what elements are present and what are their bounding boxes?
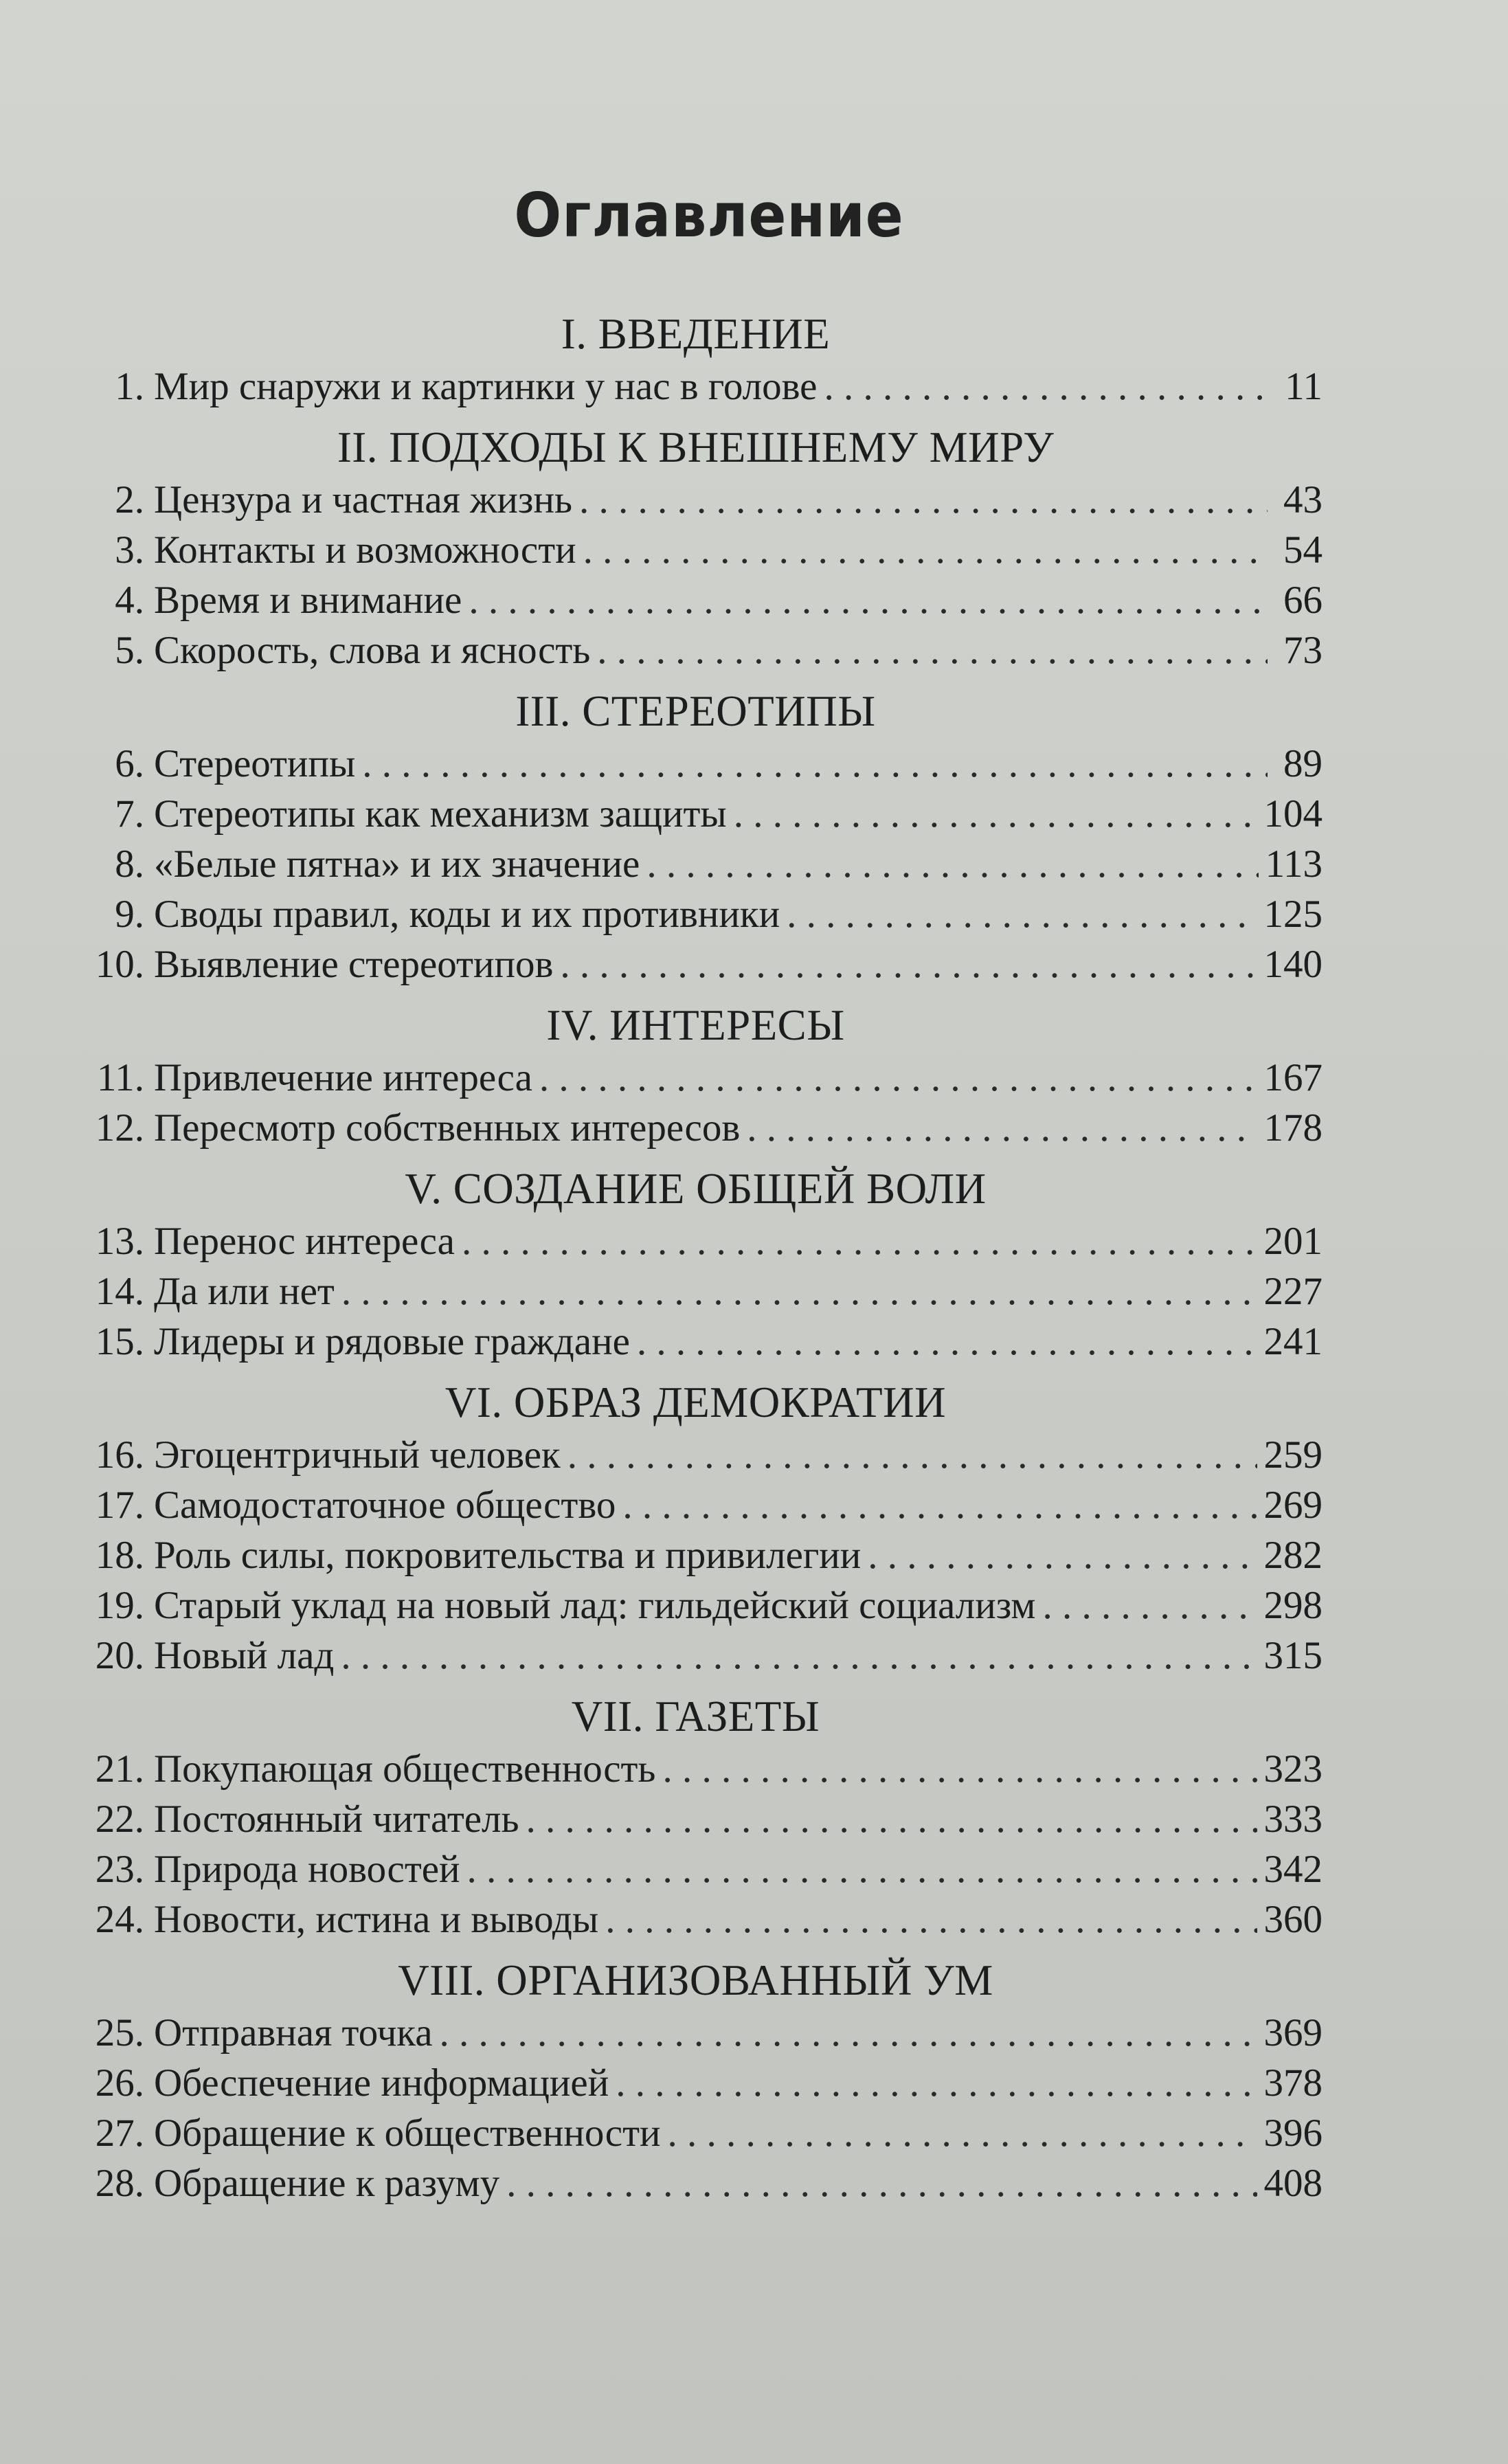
entry-page-number: 241 [1263,1320,1323,1363]
toc-entry [69,939,1323,989]
entry-number: 1. [115,365,144,408]
toc-entry [69,2008,1323,2058]
entry-number: 15. [95,1320,144,1363]
entry-number: 20. [95,1634,144,1677]
dot-leader [787,889,1257,939]
entry-page-number: 201 [1263,1220,1323,1263]
dot-leader [560,939,1257,989]
page-title: Оглавление [514,180,904,251]
toc-entry [69,1430,1323,1480]
toc-entry [69,1317,1323,1367]
dot-leader [747,1103,1257,1153]
entry-number: 25. [95,2011,144,2054]
entry-title: Скорость, слова и ясность [154,629,591,672]
toc-entry [69,575,1323,625]
entry-title: Лидеры и рядовые граждане [154,1320,630,1363]
entry-page-number: 323 [1263,1747,1323,1791]
toc-section [69,1164,1323,1367]
entry-page-number: 369 [1263,2011,1323,2054]
dot-leader [362,739,1268,789]
entry-title: Покупающая общественность [154,1747,656,1791]
dot-leader [605,1894,1257,1945]
entry-page-number: 282 [1263,1534,1323,1577]
toc-entry [69,2108,1323,2158]
entry-number: 26. [95,2061,144,2105]
toc-entry [69,1744,1323,1794]
entry-title: Обращение к общественности [154,2112,661,2155]
entry-title: «Белые пятна» и их значение [154,842,640,886]
entry-title: Перенос интереса [154,1220,455,1263]
entry-title: Эгоцентричный человек [154,1433,561,1477]
dot-leader [579,475,1268,525]
entry-title: Мир снаружи и картинки у нас в голове [154,365,818,408]
entry-number: 24. [95,1898,144,1941]
entry-title: Постоянный читатель [154,1797,519,1841]
entry-title: Обеспечение информацией [154,2061,609,2105]
toc-entry [69,1530,1323,1580]
entry-number: 14. [95,1270,144,1313]
dot-leader [467,1844,1257,1894]
entry-title: Отправная точка [154,2011,433,2054]
entry-number: 22. [95,1797,144,1841]
toc-entry [69,1631,1323,1681]
section-title: II. ПОДХОДЫ К ВНЕШНЕМУ МИРУ [337,423,1055,471]
entry-page-number: 89 [1283,742,1323,785]
dot-leader [506,2158,1257,2208]
entry-page-number: 378 [1263,2061,1323,2105]
toc-entry [69,889,1323,939]
entry-page-number: 342 [1263,1848,1323,1891]
entry-number: 9. [115,893,144,936]
entry-title: Новости, истина и выводы [154,1898,599,1941]
entry-number: 4. [115,579,144,622]
toc-entry [69,1216,1323,1266]
entry-page-number: 360 [1263,1898,1323,1941]
toc-section [69,423,1323,675]
entry-page-number: 178 [1263,1106,1323,1150]
dot-leader [622,1480,1257,1530]
entry-page-number: 315 [1263,1634,1323,1677]
dot-leader [583,525,1268,575]
entry-page-number: 259 [1263,1433,1323,1477]
dot-leader [567,1430,1257,1480]
entry-title: Обращение к разуму [154,2162,500,2205]
table-of-contents [69,309,1323,2208]
toc-entry [69,1053,1323,1103]
entry-number: 27. [95,2112,144,2155]
toc-entry [69,1266,1323,1317]
dot-leader [646,839,1258,889]
entry-number: 10. [95,943,144,986]
entry-page-number: 54 [1283,528,1323,572]
toc-entry [69,1580,1323,1631]
entry-page-number: 298 [1263,1584,1323,1627]
dot-leader [469,575,1268,625]
entry-page-number: 333 [1263,1797,1323,1841]
entry-title: Стереотипы [154,742,356,785]
section-title: III. СТЕРЕОТИПЫ [515,687,876,735]
entry-page-number: 269 [1263,1483,1323,1527]
entry-page-number: 140 [1263,943,1323,986]
entry-number: 3. [115,528,144,572]
dot-leader [526,1794,1257,1844]
section-title: VII. ГАЗЕТЫ [571,1692,820,1740]
entry-number: 13. [95,1220,144,1263]
toc-section [69,1378,1323,1681]
dot-leader [868,1530,1257,1580]
dot-leader [539,1053,1257,1103]
entry-page-number: 167 [1263,1056,1323,1099]
entry-page-number: 113 [1265,842,1323,886]
toc-entry [69,475,1323,525]
toc-entry [69,1844,1323,1894]
section-title: V. СОЗДАНИЕ ОБЩЕЙ ВОЛИ [405,1165,987,1213]
entry-page-number: 104 [1263,792,1323,836]
dot-leader [1042,1580,1257,1631]
entry-number: 18. [95,1534,144,1577]
dot-leader [662,1744,1257,1794]
entry-number: 7. [115,792,144,836]
entry-number: 28. [95,2162,144,2205]
entry-number: 2. [115,478,144,522]
section-title: I. ВВЕДЕНИЕ [561,310,831,358]
toc-entry [69,1794,1323,1844]
entry-number: 17. [95,1483,144,1527]
entry-number: 11. [96,1056,144,1099]
entry-page-number: 125 [1263,893,1323,936]
entry-number: 19. [95,1584,144,1627]
entry-title: Время и внимание [154,579,462,622]
entry-title: Роль силы, покровительства и привилегии [154,1534,862,1577]
dot-leader [341,1266,1257,1317]
entry-page-number: 396 [1263,2112,1323,2155]
dot-leader [341,1631,1257,1681]
dot-leader [462,1216,1257,1266]
entry-number: 5. [115,629,144,672]
toc-entry [69,2158,1323,2208]
entry-number: 12. [95,1106,144,1150]
entry-title: Новый лад [154,1634,335,1677]
dot-leader [637,1317,1257,1367]
dot-leader [668,2108,1257,2158]
entry-title: Привлечение интереса [154,1056,532,1099]
section-title: VI. ОБРАЗ ДЕМОКРАТИИ [444,1378,947,1426]
toc-entry [69,525,1323,575]
entry-title: Да или нет [154,1270,335,1313]
entry-page-number: 43 [1283,478,1323,522]
entry-number: 8. [115,842,144,886]
section-title: VIII. ОРГАНИЗОВАННЫЙ УМ [398,1956,993,2004]
entry-page-number: 66 [1283,579,1323,622]
toc-entry [69,361,1323,412]
toc-entry [69,839,1323,889]
entry-page-number: 227 [1263,1270,1323,1313]
section-title: IV. ИНТЕРЕСЫ [546,1001,845,1049]
entry-title: Природа новостей [154,1848,460,1891]
toc-entry [69,1894,1323,1945]
entry-number: 23. [95,1848,144,1891]
toc-entry [69,1103,1323,1153]
entry-number: 6. [115,742,144,785]
toc-section [69,686,1323,989]
toc-section [69,1000,1323,1153]
toc-entry [69,739,1323,789]
entry-page-number: 408 [1263,2162,1323,2205]
dot-leader [616,2058,1257,2108]
toc-section [69,1956,1323,2208]
entry-title: Самодостаточное общество [154,1483,616,1527]
dot-leader [734,789,1257,839]
entry-number: 21. [95,1747,144,1791]
entry-title: Цензура и частная жизнь [154,478,572,522]
dot-leader [597,625,1268,675]
toc-section [69,1692,1323,1945]
toc-section [69,309,1323,412]
entry-title: Выявление стереотипов [154,943,554,986]
entry-title: Старый уклад на новый лад: гильдейский социализм [154,1584,1036,1627]
toc-entry [69,789,1323,839]
toc-entry [69,1480,1323,1530]
entry-title: Пересмотр собственных интересов [154,1106,741,1150]
entry-title: Контакты и возможности [154,528,576,572]
entry-number: 16. [95,1433,144,1477]
toc-entry [69,625,1323,675]
dot-leader [824,361,1268,412]
toc-entry [69,2058,1323,2108]
dot-leader [440,2008,1257,2058]
entry-title: Стереотипы как механизм защиты [154,792,727,836]
entry-page-number: 11 [1285,365,1323,408]
entry-page-number: 73 [1283,629,1323,672]
entry-title: Своды правил, коды и их противники [154,893,780,936]
